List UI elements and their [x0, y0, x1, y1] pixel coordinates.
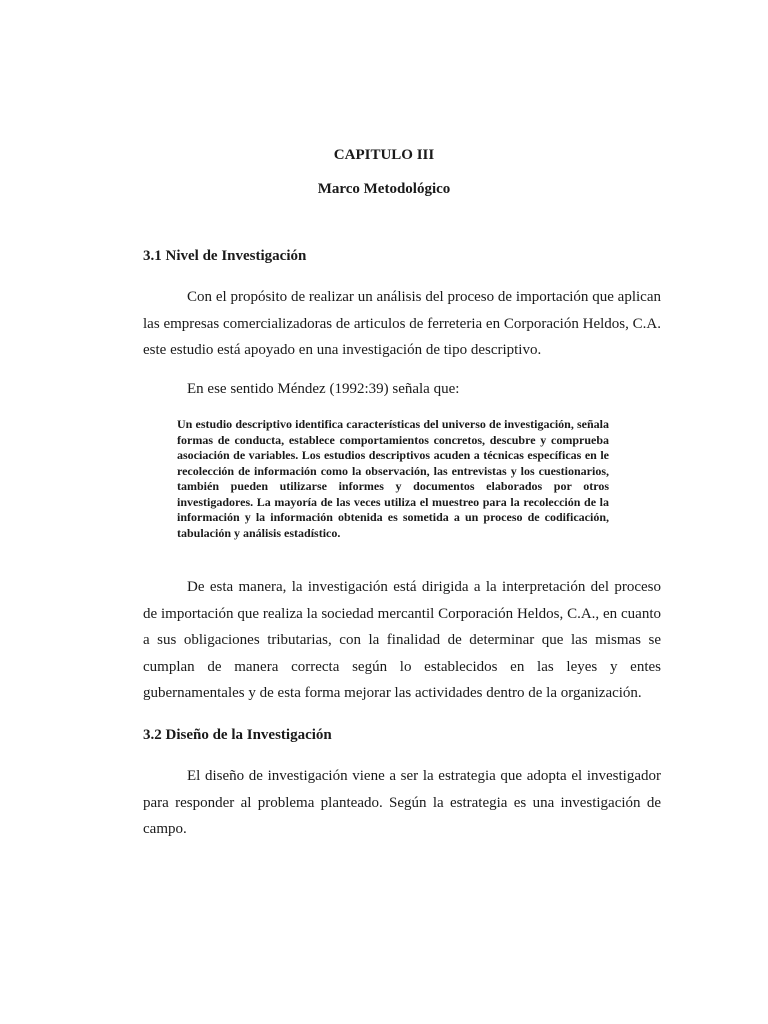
- section-3-1-paragraph-1: Con el propósito de realizar un análisis del proceso de importación que aplican las empresas comercializadoras de articulos de ferreteria en Corporación Heldos, C.A. este estudio está apoyado en una investigación de tipo descriptivo.: [143, 289, 661, 358]
- section-3-1-paragraph-2: De esta manera, la investigación está dirigida a la interpretación del proceso de importación que realiza la sociedad mercantil Corporación Heldos, C.A., en cuanto a sus obligaciones tributarias, con la finalidad de determinar que las mismas se cumplan de manera correcta según lo establecidos en las leyes y entes gubernamentales y de esta forma mejorar las actividades dentro de la organización.: [143, 579, 661, 701]
- quote-intro: En ese sentido Méndez (1992:39) señala que:: [187, 381, 460, 397]
- block-quote: Un estudio descriptivo identifica características del universo de investigación, señala formas de conducta, establece comportamientos concretos, descubre y comprueba asociación de variables. Los estudios descriptivos acuden a técnicas específicas en le recolección de información como la observación, las entrevistas y los cuestionarios, también pueden utilizarse informes y documentos elaborados por otros investigadores. La mayoría de las veces utiliza el muestreo para la recolección de la información y la información obtenida es sometida a un proceso de codificación, tabulación y análisis estadístico.: [177, 417, 609, 540]
- section-3-2-paragraph-1: El diseño de investigación viene a ser la estrategia que adopta el investigador para responder al problema planteado. Según la estrategia es una investigación de campo.: [143, 768, 661, 837]
- section-heading-3-2: 3.2 Diseño de la Investigación: [143, 727, 332, 743]
- chapter-title: Marco Metodológico: [317, 181, 451, 197]
- section-heading-3-1: 3.1 Nivel de Investigación: [143, 248, 307, 264]
- chapter-number: CAPITULO III: [333, 147, 435, 163]
